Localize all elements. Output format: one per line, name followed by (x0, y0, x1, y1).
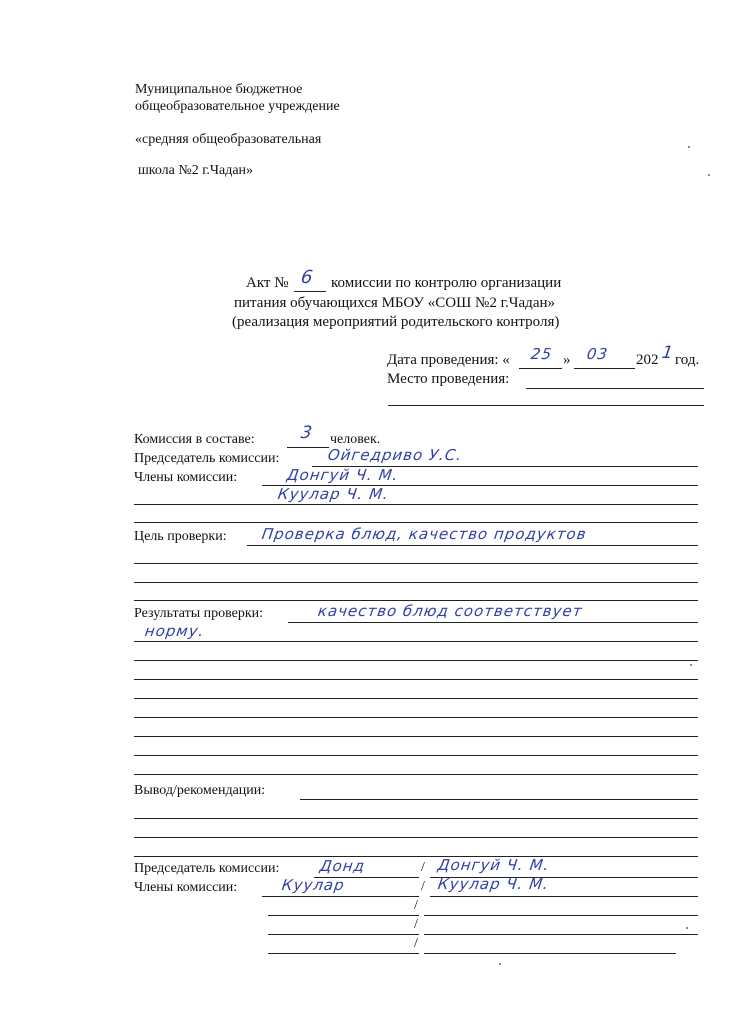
date-day: 25 (529, 345, 554, 363)
results-line-6 (134, 717, 698, 718)
act-title-prefix: Акт № (246, 275, 289, 291)
commission-members-label: Члены комиссии: (134, 470, 238, 485)
commission-members-line-3 (134, 522, 698, 523)
signature-slash-4: / (414, 917, 418, 932)
scan-speck (690, 664, 692, 666)
signature-member-name-line-2 (424, 915, 698, 916)
conclusion-line-3 (134, 837, 698, 838)
date-month: 03 (585, 345, 610, 363)
signature-member-name: Куулар Ч. М. (436, 875, 551, 893)
scan-speck (499, 963, 501, 965)
scan-speck (688, 146, 690, 148)
conclusion-label: Вывод/рекомендации: (134, 783, 266, 798)
results-line-2 (134, 641, 698, 642)
signature-member-sign-line-4 (268, 953, 419, 954)
signature-slash-3: / (414, 898, 418, 913)
act-title-line2: питания обучающихся МБОУ «СОШ №2 г.Чадан» (234, 295, 555, 311)
signature-member-sign-line-1 (262, 896, 419, 897)
act-title-line3: (реализация мероприятий родительского контроля) (232, 314, 560, 330)
results-line-9 (134, 774, 698, 775)
goal-label: Цель проверки: (134, 529, 227, 544)
signature-slash-5: / (414, 936, 418, 951)
act-number: 6 (299, 267, 315, 288)
results-value-line1: качество блюд соответствует (316, 602, 584, 620)
place-label: Место проведения: (387, 371, 510, 387)
results-line-3 (134, 660, 698, 661)
goal-line-2 (134, 563, 698, 564)
signature-slash-1: / (421, 860, 425, 875)
results-line-7 (134, 736, 698, 737)
goal-line-1 (247, 545, 698, 546)
place-line-2 (388, 405, 704, 406)
conclusion-line-4 (134, 856, 698, 857)
commission-chair-label: Председатель комиссии: (134, 451, 280, 466)
date-year-handwritten: 1 (660, 343, 676, 363)
date-label: Дата проведения: « (387, 352, 510, 368)
org-name-line1: Муниципальное бюджетное (135, 82, 303, 97)
goal-line-4 (134, 600, 698, 601)
commission-members-line-2 (134, 504, 698, 505)
results-line-4 (134, 679, 698, 680)
org-name-line2: общеобразовательное учреждение (135, 99, 340, 114)
signature-slash-2: / (421, 879, 425, 894)
results-line-8 (134, 755, 698, 756)
act-title-suffix: комиссии по контролю организации (331, 275, 562, 291)
commission-size-label: Комиссия в составе: (134, 432, 255, 447)
date-year-printed: 202 (636, 352, 659, 368)
results-line-5 (134, 698, 698, 699)
act-number-line (294, 291, 326, 292)
place-line-1 (526, 388, 704, 389)
signature-member-sign-line-3 (268, 934, 419, 935)
signature-member-signature: Куулар (280, 876, 346, 894)
date-year-suffix: год. (675, 352, 700, 368)
commission-size-line (287, 447, 329, 448)
commission-size-value: 3 (299, 423, 315, 443)
org-name-line3: «средняя общеобразовательная (135, 132, 322, 147)
signature-chair-name: Донгуй Ч. М. (436, 856, 551, 874)
goal-value: Проверка блюд, качество продуктов (260, 525, 588, 543)
signature-members-label: Члены комиссии: (134, 880, 238, 895)
commission-chair-value: Ойгедриво У.С. (326, 446, 464, 464)
signature-member-name-line-4 (424, 953, 676, 954)
date-close-quote: » (563, 352, 571, 368)
signature-member-name-line-1 (430, 896, 698, 897)
conclusion-line-1 (300, 799, 698, 800)
org-name-line4: школа №2 г.Чадан» (138, 163, 254, 178)
results-value-line2: норму. (143, 622, 206, 640)
results-line-1 (288, 622, 698, 623)
conclusion-line-2 (134, 818, 698, 819)
signature-member-name-line-3 (424, 934, 698, 935)
scan-speck (686, 927, 688, 929)
commission-size-suffix: человек. (330, 432, 381, 447)
goal-line-3 (134, 582, 698, 583)
date-month-line (574, 368, 635, 369)
signature-chair-label: Председатель комиссии: (134, 861, 280, 876)
signature-chair-signature: Донд (318, 857, 367, 875)
scan-speck (708, 174, 710, 176)
commission-member-1: Донгуй Ч. М. (285, 466, 400, 484)
commission-member-2: Куулар Ч. М. (276, 485, 391, 503)
signature-member-sign-line-2 (268, 915, 419, 916)
results-label: Результаты проверки: (134, 606, 264, 621)
date-day-line (519, 368, 562, 369)
